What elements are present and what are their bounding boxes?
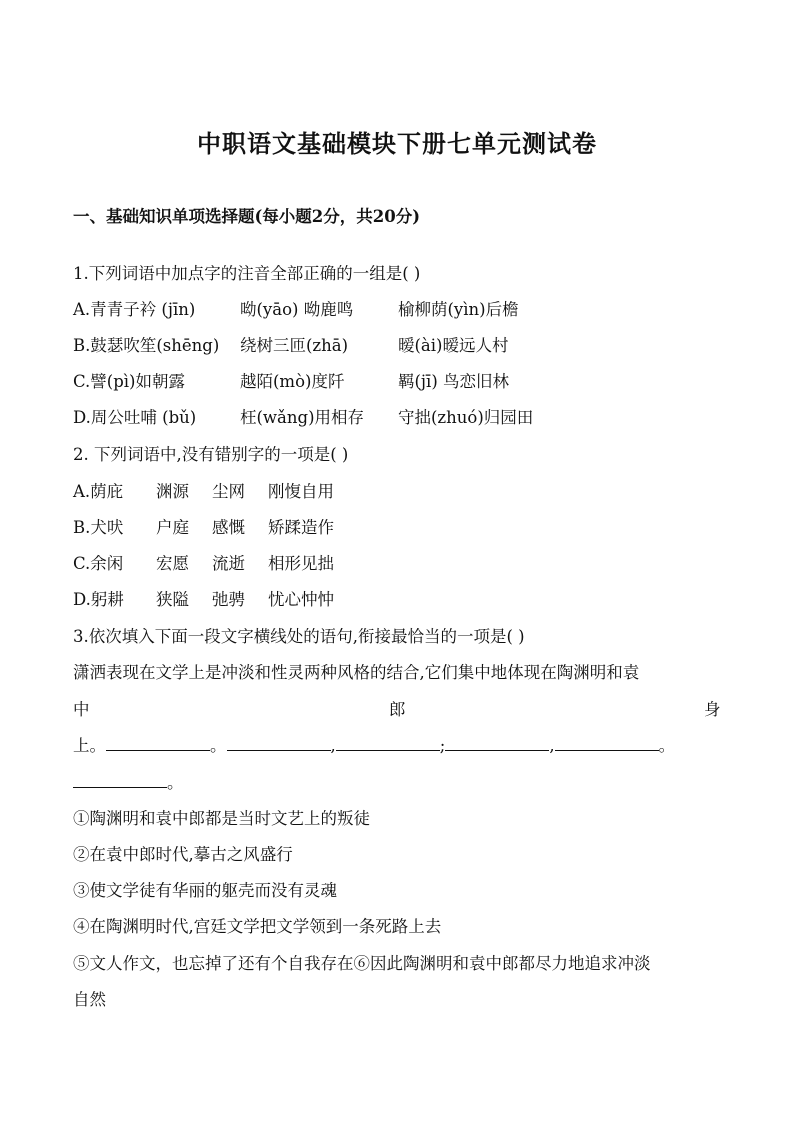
question-2-option-d (73, 588, 473, 612)
question-2-option-a (73, 480, 473, 504)
option-cell: A.青青子衿 (jīn) (73, 300, 196, 319)
option-cell: B.犬吠 (73, 518, 124, 537)
question-1-option-d (73, 406, 733, 430)
option-cell: 羁(jī) 鸟恋旧林 (398, 372, 510, 391)
blank-separator: 。 (658, 736, 676, 755)
answer-blank[interactable] (227, 734, 331, 751)
blank-separator: , (549, 736, 555, 755)
passage-char: 郎 (389, 700, 406, 719)
answer-blank[interactable] (445, 734, 549, 751)
option-cell: 尘网 (212, 482, 245, 501)
option-cell: D.周公吐哺 (bǔ) (73, 408, 197, 427)
option-cell: A.荫庇 (73, 482, 124, 501)
answer-blank[interactable] (73, 771, 167, 788)
sentence-option: ①陶渊明和袁中郎都是当时文艺上的叛徒 (73, 809, 370, 828)
passage-char: 中 (73, 700, 90, 719)
option-cell: C.余闲 (73, 554, 124, 573)
passage-line: 潇洒表现在文学上是冲淡和性灵两种风格的结合,它们集中地体现在陶渊明和袁 (73, 663, 640, 682)
answer-blank[interactable] (336, 734, 440, 751)
passage-line-spread (73, 698, 721, 722)
blank-separator: 。 (210, 736, 227, 755)
option-cell: 矫蹂造作 (268, 518, 334, 537)
section-heading: 一、基础知识单项选择题(每小题2分，共20分) (73, 207, 421, 226)
option-cell: 渊源 (156, 482, 189, 501)
option-cell: 榆柳荫(yìn)后檐 (398, 300, 519, 319)
sentence-option: ②在袁中郎时代,摹古之风盛行 (73, 845, 293, 864)
blank-separator: 。 (167, 773, 184, 792)
blank-separator: ; (439, 736, 446, 755)
fill-in-blank-row (73, 734, 733, 758)
sentence-option: ⑤文人作文，也忘掉了还有个自我存在⑥因此陶渊明和袁中郎都尽力地追求冲淡 (73, 954, 651, 973)
option-cell: C.譬(pì)如朝露 (73, 372, 185, 391)
option-cell: 流逝 (212, 554, 245, 573)
option-cell: 呦(yāo) 呦鹿鸣 (240, 300, 354, 319)
answer-blank[interactable] (555, 734, 659, 751)
question-2-option-b (73, 516, 473, 540)
page-title: 中职语文基础模块下册七单元测试卷 (197, 129, 597, 158)
option-cell: D.躬耕 (73, 590, 124, 609)
question-1-option-b (73, 334, 733, 358)
question-1-option-c (73, 370, 733, 394)
option-cell: 忧心忡忡 (268, 590, 334, 609)
sentence-option: ④在陶渊明时代,宫廷文学把文学领到一条死路上去 (73, 917, 442, 936)
option-cell: 越陌(mò)度阡 (240, 372, 345, 391)
option-cell: 绕树三匝(zhā) (240, 336, 349, 355)
option-cell: 弛骋 (212, 590, 245, 609)
passage-char: 上。 (73, 736, 106, 755)
blank-separator: , (330, 736, 336, 755)
option-cell: 枉(wǎng)用相存 (240, 408, 365, 427)
passage-char: 身 (704, 700, 721, 719)
question-3-stem: 3.依次填入下面一段文字横线处的语句,衔接最恰当的一项是( ) (73, 627, 525, 646)
sentence-option-continued: 自然 (73, 990, 106, 1009)
question-2-option-c (73, 552, 473, 576)
option-cell: B.鼓瑟吹笙(shēng) (73, 336, 220, 355)
fill-in-blank-row (73, 771, 184, 795)
question-1-option-a (73, 298, 733, 322)
option-cell: 刚愎自用 (268, 482, 334, 501)
option-cell: 相形见拙 (268, 554, 334, 573)
option-cell: 暧(ài)暧远人村 (398, 336, 509, 355)
question-2-stem: 2. 下列词语中,没有错别字的一项是( ) (73, 445, 349, 464)
sentence-option: ③使文学徒有华丽的躯壳而没有灵魂 (73, 881, 337, 900)
option-cell: 狭隘 (156, 590, 189, 609)
option-cell: 感慨 (212, 518, 245, 537)
answer-blank[interactable] (106, 734, 210, 751)
question-1-stem: 1.下列词语中加点字的注音全部正确的一组是( ) (73, 264, 421, 283)
option-cell: 守拙(zhuó)归园田 (398, 408, 534, 427)
option-cell: 宏愿 (156, 554, 189, 573)
option-cell: 户庭 (156, 518, 189, 537)
